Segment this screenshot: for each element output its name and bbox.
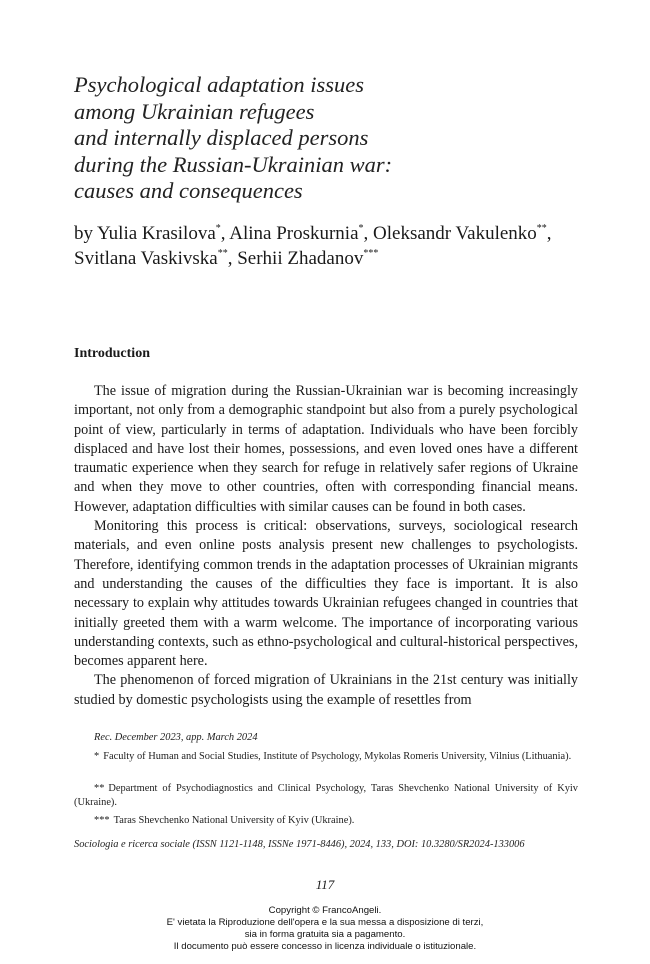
journal-citation: Sociologia e ricerca sociale (ISSN 1121-1148, ISSNe 1971-8446), 2024, 133, DOI: 10.3280/SR2024-133006 <box>74 839 525 850</box>
title-line: causes and consequences <box>74 178 303 203</box>
article-title <box>74 72 594 205</box>
affiliation-mark: ** <box>536 223 547 234</box>
copyright-notice <box>0 905 650 953</box>
author-name: Serhii Zhadanov <box>237 248 364 269</box>
copyright-line: E' vietata la Riproduzione dell'opera e la sua messa a disposizione di terzi, <box>166 917 484 928</box>
title-line: Psychological adaptation issues <box>74 72 364 97</box>
footnote-mark: *** <box>94 815 110 826</box>
footnote-mark: ** <box>94 783 105 794</box>
footnote-text: Department of Psychodiagnostics and Clinical Psychology, Taras Shevchenko National University of Kyiv (Ukraine). <box>74 783 578 808</box>
copyright-line: Copyright © FrancoAngeli. <box>268 905 382 916</box>
paragraph: The issue of migration during the Russian-Ukrainian war is becoming increasingly important, not only from a demographic standpoint but also from a purely psychological point of view, particularly in terms of adaptation. Individuals who have been forcibly displaced and have lost their homes, possessions, and even loved ones have a different traumatic experience when they search for refuge in relatively safer regions of Ukraine and when they move to other countries, often with corresponding financial means. However, adaptation difficulties with similar causes can be found in both cases. <box>74 383 578 515</box>
title-line: and internally displaced persons <box>74 125 369 150</box>
page-number: 117 <box>315 877 335 892</box>
copyright-line: Il documento può essere concesso in licenza individuale o istituzionale. <box>173 941 477 952</box>
author-name: Svitlana Vaskivska <box>74 248 218 269</box>
paragraph: The phenomenon of forced migration of Ukrainians in the 21st century was initially studied by domestic psychologists using the example of resettles from <box>74 672 578 708</box>
footnote <box>74 814 578 828</box>
footnote <box>74 782 578 810</box>
copyright-line: sia in forma gratuita sia a pagamento. <box>244 929 406 940</box>
author-separator: , <box>363 223 374 244</box>
footnote-text: Taras Shevchenko National University of Kyiv (Ukraine). <box>113 815 355 826</box>
affiliation-mark: * <box>215 223 221 234</box>
author-list <box>74 221 614 271</box>
author-separator: , <box>546 223 552 244</box>
received-dates: Rec. December 2023, app. March 2024 <box>94 732 258 743</box>
footnote <box>74 750 578 764</box>
author-line <box>74 246 614 271</box>
footnote-text: Faculty of Human and Social Studies, Institute of Psychology, Mykolas Romeris University, Vilnius (Lithuania). <box>103 751 572 762</box>
affiliation-mark: ** <box>217 248 228 259</box>
by-word: by <box>74 223 98 244</box>
author-name: Yulia Krasilova <box>97 223 216 244</box>
author-separator: , <box>220 223 230 244</box>
title-line: during the Russian-Ukrainian war: <box>74 151 393 177</box>
body-text <box>74 382 578 710</box>
author-name: Alina Proskurnia <box>229 223 359 244</box>
section-heading: Introduction <box>74 346 150 361</box>
author-line <box>74 221 614 246</box>
affiliation-mark: * <box>358 223 364 234</box>
title-line: among Ukrainian refugees <box>74 98 315 124</box>
affiliation-mark: *** <box>363 248 379 259</box>
footnote-mark: * <box>94 751 100 762</box>
author-name: Oleksandr Vakulenko <box>373 223 537 244</box>
author-separator: , <box>227 248 238 269</box>
paragraph: Monitoring this process is critical: observations, surveys, sociological research materials, and even online posts analysis present new challenges to psychologists. Therefore, identifying common trends in the adaptation processes of Ukrainian migrants and understanding the causes of the difficulties they face is important. It is also necessary to explain why attitudes towards Ukrainian refugees changed in countries that initially greeted them with a warm welcome. The importance of incorporating various understanding contexts, such as ethno-psychological and cultural-historical perspectives, becomes apparent here. <box>74 518 578 670</box>
